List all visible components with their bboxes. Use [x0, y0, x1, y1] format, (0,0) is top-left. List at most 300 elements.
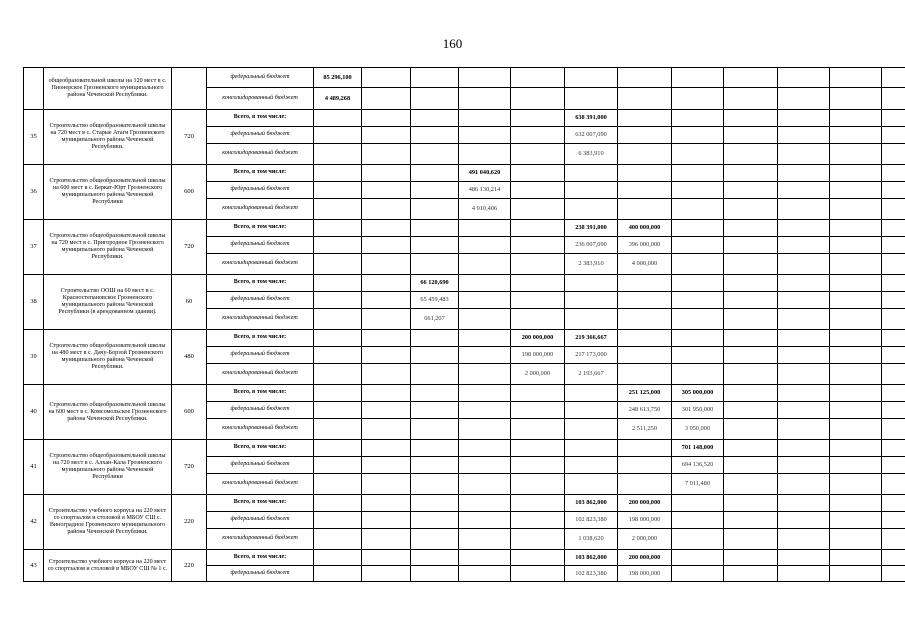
value-cell — [511, 68, 565, 88]
value-cell — [778, 402, 830, 419]
value-cell — [830, 68, 882, 88]
value-cell — [882, 419, 905, 440]
value-cell — [830, 364, 882, 385]
value-cell — [672, 512, 724, 529]
value-cell: 65 459,483 — [411, 292, 459, 309]
value-cell — [511, 110, 565, 127]
value-cell — [618, 165, 672, 182]
value-cell: 85 296,100 — [314, 68, 362, 88]
value-cell — [830, 440, 882, 457]
value-cell — [565, 275, 618, 292]
value-cell — [511, 495, 565, 512]
object-name: Строительство общеобразовательной школы на 600 мест в с. Комсомольское Грозненского района Чеченской Республики. — [44, 385, 172, 440]
value-cell — [618, 440, 672, 457]
value-cell: 238 391,000 — [565, 220, 618, 237]
value-cell: 198 000,000 — [618, 566, 672, 582]
value-cell — [362, 309, 411, 330]
value-cell — [511, 512, 565, 529]
value-cell — [830, 275, 882, 292]
value-cell — [618, 309, 672, 330]
value-cell — [459, 127, 511, 144]
value-cell — [830, 165, 882, 182]
value-cell — [672, 529, 724, 550]
funding-source-total: Всего, в том числе: — [207, 110, 314, 127]
value-cell — [830, 182, 882, 199]
value-cell — [459, 512, 511, 529]
value-cell: 2 511,250 — [618, 419, 672, 440]
capacity: 600 — [172, 385, 207, 440]
value-cell — [511, 292, 565, 309]
row-number — [24, 68, 44, 110]
value-cell — [314, 292, 362, 309]
value-cell — [724, 385, 778, 402]
value-cell — [314, 440, 362, 457]
value-cell — [362, 292, 411, 309]
value-cell — [882, 127, 905, 144]
value-cell — [882, 88, 905, 110]
value-cell: 200 000,000 — [618, 550, 672, 566]
value-cell: 66 120,690 — [411, 275, 459, 292]
value-cell — [565, 457, 618, 474]
value-cell — [411, 440, 459, 457]
value-cell — [362, 495, 411, 512]
value-cell: 4 910,406 — [459, 199, 511, 220]
value-cell — [459, 220, 511, 237]
object-name: Строительство общеобразовательной школы на 720 мест в с. Старые Атаги Грозненского муниципального района Чеченской Республики. — [44, 110, 172, 165]
value-cell — [778, 419, 830, 440]
value-cell — [778, 364, 830, 385]
value-cell — [724, 347, 778, 364]
value-cell — [882, 110, 905, 127]
value-cell: 701 148,000 — [672, 440, 724, 457]
table-row — [24, 330, 905, 347]
value-cell — [724, 68, 778, 88]
table-row — [24, 550, 905, 566]
value-cell — [778, 550, 830, 566]
value-cell: 7 011,480 — [672, 474, 724, 495]
value-cell — [411, 144, 459, 165]
value-cell — [411, 457, 459, 474]
value-cell — [724, 457, 778, 474]
value-cell — [830, 512, 882, 529]
table-body — [24, 68, 905, 582]
value-cell — [411, 512, 459, 529]
value-cell — [411, 68, 459, 88]
value-cell: 301 950,000 — [672, 402, 724, 419]
value-cell — [511, 550, 565, 566]
value-cell — [672, 292, 724, 309]
value-cell — [724, 566, 778, 582]
value-cell — [724, 220, 778, 237]
value-cell — [830, 495, 882, 512]
value-cell — [618, 199, 672, 220]
funding-source-federal: федеральный бюджет — [207, 457, 314, 474]
value-cell — [778, 127, 830, 144]
value-cell — [882, 347, 905, 364]
value-cell — [778, 165, 830, 182]
value-cell — [724, 292, 778, 309]
value-cell — [830, 254, 882, 275]
value-cell — [882, 550, 905, 566]
value-cell — [511, 566, 565, 582]
value-cell — [672, 364, 724, 385]
table-row — [24, 110, 905, 127]
value-cell — [459, 402, 511, 419]
funding-source-total: Всего, в том числе: — [207, 440, 314, 457]
value-cell — [565, 182, 618, 199]
value-cell — [778, 529, 830, 550]
object-name: Строительство общеобразовательной школы на 480 мест в с. Дачу-Борзой Грозненского муниципального района Чеченской Республики. — [44, 330, 172, 385]
value-cell — [618, 457, 672, 474]
funding-source-consolidated: консолидированный бюджет — [207, 419, 314, 440]
row-number: 41 — [24, 440, 44, 495]
value-cell — [362, 330, 411, 347]
value-cell — [882, 309, 905, 330]
value-cell — [411, 127, 459, 144]
value-cell — [830, 237, 882, 254]
value-cell — [882, 254, 905, 275]
value-cell — [362, 275, 411, 292]
value-cell — [314, 550, 362, 566]
capacity: 720 — [172, 110, 207, 165]
value-cell — [778, 440, 830, 457]
value-cell — [724, 330, 778, 347]
value-cell — [362, 402, 411, 419]
value-cell — [362, 457, 411, 474]
object-name: Строительство учебного корпуса на 220 мест со спортзалом и столовой в МБОУ СШ с. Виноградное Грозненского муниципального района Чеченской Республики. — [44, 495, 172, 550]
value-cell — [459, 550, 511, 566]
value-cell — [830, 330, 882, 347]
value-cell: 103 862,000 — [565, 495, 618, 512]
value-cell: 638 391,000 — [565, 110, 618, 127]
value-cell — [672, 165, 724, 182]
value-cell — [672, 566, 724, 582]
value-cell — [565, 309, 618, 330]
value-cell — [362, 550, 411, 566]
table-row — [24, 68, 905, 88]
value-cell — [830, 127, 882, 144]
value-cell — [314, 275, 362, 292]
value-cell — [778, 182, 830, 199]
value-cell — [672, 68, 724, 88]
value-cell — [362, 144, 411, 165]
value-cell — [314, 330, 362, 347]
value-cell — [882, 220, 905, 237]
funding-source-consolidated: консолидированный бюджет — [207, 364, 314, 385]
value-cell — [314, 364, 362, 385]
value-cell — [672, 495, 724, 512]
value-cell — [459, 144, 511, 165]
value-cell: 396 000,000 — [618, 237, 672, 254]
funding-source-consolidated: консолидированный бюджет — [207, 144, 314, 165]
value-cell — [724, 474, 778, 495]
value-cell — [459, 474, 511, 495]
value-cell — [565, 474, 618, 495]
page-number: 160 — [442, 36, 463, 51]
value-cell — [618, 182, 672, 199]
value-cell — [411, 330, 459, 347]
value-cell — [362, 220, 411, 237]
value-cell — [459, 68, 511, 88]
funding-source-consolidated: консолидированный бюджет — [207, 309, 314, 330]
value-cell — [778, 385, 830, 402]
funding-source-consolidated: консолидированный бюджет — [207, 529, 314, 550]
capacity: 220 — [172, 550, 207, 582]
value-cell — [724, 512, 778, 529]
value-cell — [511, 88, 565, 110]
row-number: 37 — [24, 220, 44, 275]
value-cell: 251 125,000 — [618, 385, 672, 402]
funding-source-federal: федеральный бюджет — [207, 127, 314, 144]
value-cell — [511, 237, 565, 254]
value-cell — [724, 402, 778, 419]
funding-source-federal: федеральный бюджет — [207, 292, 314, 309]
funding-source-total: Всего, в том числе: — [207, 275, 314, 292]
value-cell — [882, 199, 905, 220]
value-cell — [618, 364, 672, 385]
value-cell — [672, 144, 724, 165]
value-cell — [314, 237, 362, 254]
value-cell — [362, 165, 411, 182]
value-cell — [724, 440, 778, 457]
value-cell: 2 000,000 — [511, 364, 565, 385]
value-cell — [882, 512, 905, 529]
value-cell — [362, 127, 411, 144]
funding-source-federal: федеральный бюджет — [207, 347, 314, 364]
row-number: 38 — [24, 275, 44, 330]
value-cell: 632 007,090 — [565, 127, 618, 144]
value-cell — [882, 68, 905, 88]
value-cell — [362, 474, 411, 495]
funding-source-total: Всего, в том числе: — [207, 220, 314, 237]
value-cell — [459, 440, 511, 457]
funding-source-federal: федеральный бюджет — [207, 402, 314, 419]
value-cell — [362, 199, 411, 220]
value-cell — [830, 566, 882, 582]
value-cell — [565, 165, 618, 182]
value-cell — [672, 275, 724, 292]
value-cell: 219 366,667 — [565, 330, 618, 347]
value-cell — [830, 385, 882, 402]
value-cell — [830, 474, 882, 495]
funding-source-consolidated: консолидированный бюджет — [207, 254, 314, 275]
value-cell: 1 038,620 — [565, 529, 618, 550]
value-cell — [362, 385, 411, 402]
capacity: 720 — [172, 220, 207, 275]
value-cell — [830, 419, 882, 440]
value-cell — [724, 364, 778, 385]
funding-source-federal: федеральный бюджет — [207, 68, 314, 88]
value-cell — [459, 419, 511, 440]
value-cell — [411, 474, 459, 495]
value-cell — [778, 88, 830, 110]
value-cell — [362, 347, 411, 364]
value-cell — [314, 182, 362, 199]
value-cell — [565, 440, 618, 457]
value-cell — [724, 550, 778, 566]
object-name: общеобразовательной школы на 120 мест в с. Пионерское Грозненского муниципального района Чеченской Республики. — [44, 68, 172, 110]
value-cell — [511, 254, 565, 275]
value-cell — [362, 237, 411, 254]
value-cell — [882, 457, 905, 474]
value-cell — [882, 385, 905, 402]
value-cell — [672, 254, 724, 275]
value-cell: 248 613,750 — [618, 402, 672, 419]
value-cell — [511, 165, 565, 182]
value-cell — [411, 364, 459, 385]
value-cell — [459, 309, 511, 330]
value-cell — [724, 237, 778, 254]
value-cell — [314, 144, 362, 165]
value-cell: 2 000,000 — [618, 529, 672, 550]
value-cell — [362, 68, 411, 88]
value-cell — [882, 330, 905, 347]
value-cell — [362, 364, 411, 385]
value-cell — [724, 165, 778, 182]
value-cell — [314, 495, 362, 512]
value-cell — [314, 457, 362, 474]
object-name: Строительство общеобразовательной школы на 600 мест в с. Беркат-Юрт Грозненского муниципального района Чеченской Республики — [44, 165, 172, 220]
value-cell — [778, 199, 830, 220]
value-cell — [511, 440, 565, 457]
value-cell — [565, 88, 618, 110]
row-number: 39 — [24, 330, 44, 385]
value-cell — [411, 165, 459, 182]
value-cell — [511, 402, 565, 419]
value-cell — [411, 385, 459, 402]
value-cell — [618, 144, 672, 165]
value-cell — [314, 512, 362, 529]
value-cell: 6 383,910 — [565, 144, 618, 165]
value-cell — [882, 402, 905, 419]
value-cell: 4 000,000 — [618, 254, 672, 275]
value-cell — [362, 182, 411, 199]
value-cell — [882, 292, 905, 309]
value-cell — [411, 347, 459, 364]
value-cell — [314, 220, 362, 237]
value-cell — [672, 220, 724, 237]
table-row — [24, 385, 905, 402]
value-cell — [511, 220, 565, 237]
value-cell — [362, 419, 411, 440]
value-cell — [565, 402, 618, 419]
funding-source-total: Всего, в том числе: — [207, 550, 314, 566]
value-cell: 236 007,090 — [565, 237, 618, 254]
funding-source-total: Всего, в том числе: — [207, 165, 314, 182]
value-cell — [362, 512, 411, 529]
value-cell — [459, 385, 511, 402]
value-cell: 4 489,268 — [314, 88, 362, 110]
value-cell — [672, 330, 724, 347]
value-cell — [778, 292, 830, 309]
value-cell — [618, 127, 672, 144]
value-cell — [314, 474, 362, 495]
value-cell — [511, 127, 565, 144]
value-cell — [882, 364, 905, 385]
value-cell — [411, 254, 459, 275]
value-cell — [618, 110, 672, 127]
value-cell — [672, 237, 724, 254]
value-cell — [511, 144, 565, 165]
value-cell — [314, 419, 362, 440]
value-cell — [778, 68, 830, 88]
value-cell: 102 823,380 — [565, 566, 618, 582]
value-cell — [314, 347, 362, 364]
value-cell — [672, 550, 724, 566]
value-cell — [830, 347, 882, 364]
value-cell — [314, 402, 362, 419]
value-cell — [314, 566, 362, 582]
funding-source-consolidated: консолидированный бюджет — [207, 88, 314, 110]
capacity: 600 — [172, 165, 207, 220]
value-cell — [672, 309, 724, 330]
object-name: Строительство общеобразовательной школы на 720 мест в с. Пригородное Грозненского муниципального района Чеченской Республики. — [44, 220, 172, 275]
capacity — [172, 68, 207, 110]
value-cell: 486 130,214 — [459, 182, 511, 199]
value-cell — [411, 237, 459, 254]
value-cell: 200 000,000 — [618, 495, 672, 512]
value-cell — [411, 402, 459, 419]
value-cell — [882, 165, 905, 182]
value-cell — [511, 199, 565, 220]
capacity: 60 — [172, 275, 207, 330]
value-cell — [314, 385, 362, 402]
value-cell — [411, 529, 459, 550]
value-cell — [411, 495, 459, 512]
value-cell — [778, 254, 830, 275]
value-cell — [459, 110, 511, 127]
value-cell — [778, 110, 830, 127]
value-cell — [362, 110, 411, 127]
value-cell — [618, 292, 672, 309]
table-row — [24, 165, 905, 182]
capacity: 720 — [172, 440, 207, 495]
value-cell — [778, 566, 830, 582]
table-row — [24, 440, 905, 457]
value-cell — [830, 220, 882, 237]
value-cell — [882, 440, 905, 457]
value-cell — [672, 182, 724, 199]
value-cell — [565, 292, 618, 309]
value-cell — [672, 110, 724, 127]
value-cell — [511, 275, 565, 292]
value-cell — [830, 144, 882, 165]
budget-table — [23, 67, 905, 582]
value-cell — [672, 127, 724, 144]
value-cell — [778, 347, 830, 364]
value-cell — [778, 237, 830, 254]
value-cell — [882, 237, 905, 254]
value-cell — [411, 182, 459, 199]
object-name: Строительство учебного корпуса на 220 мест со спортзалом и столовой в МБОУ СШ № 1 с. — [44, 550, 172, 582]
value-cell — [778, 474, 830, 495]
value-cell — [362, 566, 411, 582]
value-cell — [724, 199, 778, 220]
value-cell — [778, 309, 830, 330]
capacity: 480 — [172, 330, 207, 385]
value-cell — [724, 88, 778, 110]
object-name: Строительство общеобразовательной школы на 720 мест в с. Алхан-Кала Грозненского муниципального района Чеченской Республики — [44, 440, 172, 495]
value-cell — [724, 495, 778, 512]
value-cell — [411, 199, 459, 220]
value-cell — [778, 220, 830, 237]
value-cell: 103 862,000 — [565, 550, 618, 566]
value-cell: 2 193,667 — [565, 364, 618, 385]
row-number: 36 — [24, 165, 44, 220]
value-cell — [724, 110, 778, 127]
value-cell — [362, 440, 411, 457]
value-cell: 198 000,000 — [511, 347, 565, 364]
